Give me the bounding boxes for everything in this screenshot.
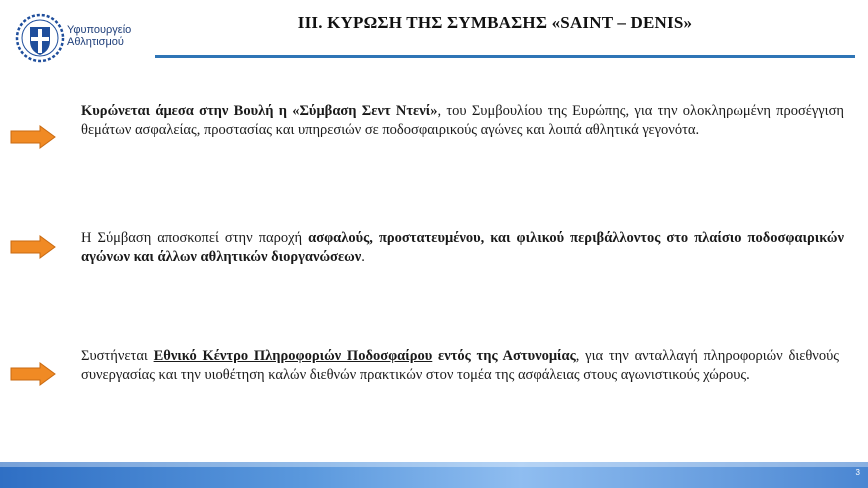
paragraph-2 — [81, 229, 844, 266]
paragraph-3-bold-underline: Εθνικό Κέντρο Πληροφοριών Ποδοσφαίρου — [153, 348, 433, 364]
paragraph-3-bold: εντός της Αστυνομίας — [432, 348, 576, 364]
page-number: 3 — [855, 468, 860, 477]
paragraph-1-bold: Κυρώνεται άμεσα στην Βουλή η «Σύμβαση Σεντ Ντενί» — [81, 103, 438, 119]
ministry-name — [67, 24, 131, 48]
paragraph-2-text-start: Η Σύμβαση αποσκοπεί στην παροχή — [81, 230, 309, 246]
ministry-name-line1: Υφυπουργείο — [67, 24, 132, 36]
orange-arrow-icon — [10, 362, 56, 386]
title-underline — [155, 55, 855, 58]
orange-arrow-icon — [10, 235, 56, 259]
footer-band — [0, 462, 868, 488]
paragraph-1-text: , του Συμβουλίου της Ευρώπης, για την ολοκληρωμένη προσέγγιση θεμάτων ασφαλείας, προστασίας και υπηρεσιών σε ποδοσφαιρικούς αγώνες και λοιπά αθλητικά γεγονότα. — [81, 103, 844, 138]
paragraph-3 — [81, 347, 839, 384]
greek-coat-of-arms-logo — [15, 13, 65, 63]
orange-arrow-icon — [10, 125, 56, 149]
paragraph-2-text-end: . — [361, 248, 365, 265]
paragraph-1 — [81, 102, 844, 139]
paragraph-2-bold: ασφαλούς, προστατευμένου, και φιλικού περιβάλλοντος στο πλαίσιο ποδοσφαιρικών αγώνων και άλλων αθλητικών διοργανώσεων — [81, 230, 844, 265]
paragraph-3-text-start: Συστήνεται — [81, 348, 154, 364]
paragraph-3-text-end: , για την ανταλλαγή πληροφοριών διεθνούς συνεργασίας και την υιοθέτηση καλών διεθνών πρακτικών στον τομέα της ασφάλειας στους αγωνιστικούς χώρους. — [81, 348, 839, 383]
slide-title: ΙΙΙ. ΚΥΡΩΣΗ ΤΗΣ ΣΥΜΒΑΣΗΣ «SAINT – DENIS» — [297, 13, 693, 32]
ministry-name-line2: Αθλητισμού — [67, 36, 124, 48]
